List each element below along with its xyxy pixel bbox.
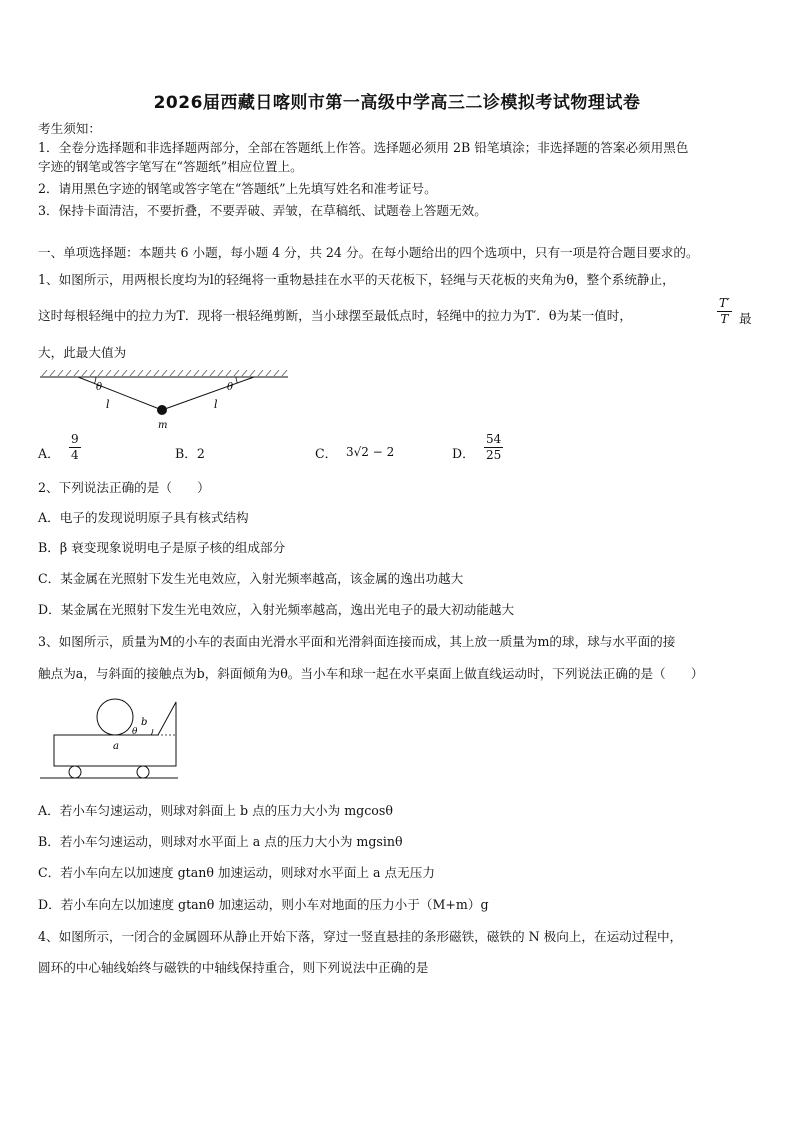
mass-label: m (158, 420, 168, 430)
q3-stem-line2: 触点为a，与斜面的接触点为b，斜面倾角为θ。当小车和球一起在水平桌面上做直线运动时，下列说法正确的是（ ） (38, 666, 704, 681)
q1-pendulum-figure (38, 370, 293, 430)
fraction-denominator: 25 (486, 448, 502, 462)
fraction-numerator: 54 (486, 432, 502, 446)
q1-option-a-label: A． (38, 446, 60, 461)
q3-cart-figure (40, 698, 180, 784)
right-angle-arc (236, 377, 238, 383)
fraction-numerator: 9 (71, 432, 79, 446)
left-rope (78, 377, 162, 410)
q1-stem-text: 这时每根轻绳中的拉力为T．现将一根轻绳剪断，当小球摆至最低点时，轻绳中的拉力为T′．θ为某一值时， (38, 308, 632, 323)
q1-ratio-fraction (717, 296, 732, 327)
q3-option-d: D．若小车向左以加速度 gtanθ 加速运动，则小车对地面的压力小于（M+m）g (38, 897, 489, 912)
left-theta-label: θ (96, 382, 103, 393)
notice-item: 1．全卷分选择题和非选择题两部分，全部在答题纸上作答。选择题必须用 2B 铅笔填涂；非选择题的答案必须用黑色 (38, 140, 689, 155)
contact-a-label: a (113, 741, 119, 752)
rear-wheel (137, 766, 149, 778)
q4-stem-line2: 圆环的中心轴线始终与磁铁的中轴线保持重合，则下列说法中正确的是 (38, 960, 429, 975)
right-theta-label: θ (227, 382, 234, 393)
q4-stem-line1: 4、如图所示，一闭合的金属圆环从静止开始下落，穿过一竖直悬挂的条形磁铁，磁铁的 N 极向上，在运动过程中， (38, 929, 683, 944)
slope-angle-arc (151, 729, 153, 735)
notice-item: 字迹的钢笔或答字笔写在“答题纸”相应位置上。 (38, 159, 303, 174)
q2-option-a: A．电子的发现说明原子具有核式结构 (38, 510, 249, 525)
q1-option-c-value: 3√2 − 2 (346, 445, 395, 459)
slope-theta-label: θ (132, 727, 138, 737)
q2-option-b: B．β 衰变现象说明电子是原子核的组成部分 (38, 540, 286, 555)
q1-stem-line2 (38, 308, 758, 324)
q3-option-c: C．若小车向左以加速度 gtanθ 加速运动，则球对水平面上 a 点无压力 (38, 865, 435, 880)
q1-stem-line3: 大，此最大值为 (38, 345, 127, 360)
right-length-label: l (214, 398, 218, 411)
left-length-label: l (106, 398, 110, 411)
q1-stem-end: 最 (739, 311, 752, 326)
page-title: 2026届西藏日喀则市第一高级中学高三二诊模拟考试物理试卷 (153, 93, 641, 113)
q3-stem-line1: 3、如图所示，质量为M的小车的表面由光滑水平面和光滑斜面连接而成，其上放一质量为m的球，球与水平面的接 (38, 634, 676, 649)
section-heading: 一、单项选择题：本题共 6 小题，每小题 4 分，共 24 分。在每小题给出的四个选项中，只有一项是符合题目要求的。 (38, 245, 699, 260)
ceiling-hatching (42, 370, 287, 376)
fraction-denominator: 4 (71, 448, 79, 462)
q2-option-c: C．某金属在光照射下发生光电效应，入射光频率越高，该金属的逸出功越大 (38, 571, 464, 586)
q1-option-d-label: D． (452, 446, 475, 461)
q2-option-d: D．某金属在光照射下发生光电效应，入射光频率越高，逸出光电子的最大初动能越大 (38, 602, 515, 617)
q1-option-b: B．2 (175, 446, 205, 461)
q2-stem: 2、下列说法正确的是（ ） (38, 480, 210, 495)
fraction-numerator: T′ (719, 296, 730, 310)
right-rope (162, 377, 254, 410)
q3-option-b: B．若小车匀速运动，则球对水平面上 a 点的压力大小为 mgsinθ (38, 834, 403, 849)
q1-option-a-fraction (69, 432, 81, 463)
ball (97, 699, 133, 735)
cart-body (54, 702, 176, 766)
fraction-denominator: T (720, 312, 729, 326)
q3-option-a: A．若小车匀速运动，则球对斜面上 b 点的压力大小为 mgcosθ (38, 803, 393, 818)
hanging-mass (157, 405, 167, 415)
notice-item: 2．请用黑色字迹的钢笔或答字笔在“答题纸”上先填写姓名和准考证号。 (38, 181, 437, 196)
q1-stem-line1: 1、如图所示，用两根长度均为l的轻绳将一重物悬挂在水平的天花板下，轻绳与天花板的夹角为θ，整个系统静止， (38, 272, 675, 287)
contact-b-label: b (141, 717, 148, 728)
q1-option-c-label: C． (315, 446, 338, 461)
notice-heading: 考生须知： (38, 121, 101, 136)
notice-item: 3．保持卡面清洁，不要折叠，不要弄破、弄皱，在草稿纸、试题卷上答题无效。 (38, 203, 487, 218)
front-wheel (69, 766, 81, 778)
q1-option-d-fraction (484, 432, 503, 463)
